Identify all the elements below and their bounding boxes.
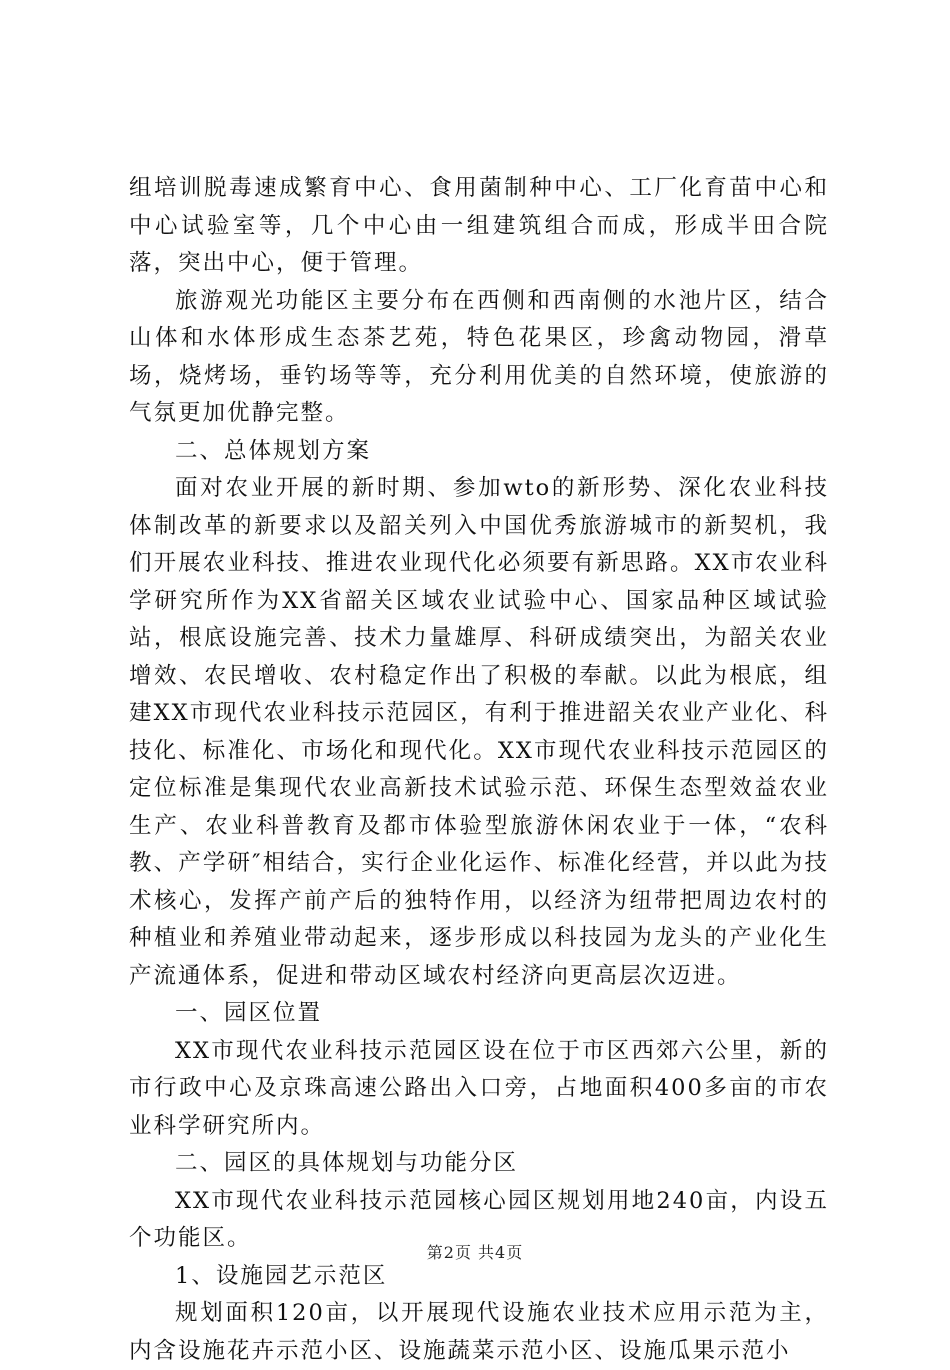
paragraph-tourism-zone: 旅游观光功能区主要分布在西侧和西南侧的水池片区，结合山体和水体形成生态茶艺苑，特色花果区，珍禽动物园，滑草场，烧烤场，垂钓场等等，充分利用优美的自然环境，使旅游的气氛更加优静完整。 [129,287,829,426]
section-heading-park-location: 一、园区位置 [175,1000,323,1026]
page-footer: 第2页 共4页 [426,1243,524,1262]
section-heading-horticulture-zone: 1、设施园艺示范区 [175,1262,388,1289]
document-body [129,170,829,1370]
paragraph-park-planning: XX市现代农业科技示范园核心园区规划用地240亩，内设五个功能区。 [129,1187,829,1251]
paragraph-horticulture-zone: 规划面积120亩，以开展现代设施农业技术应用示范为主，内含设施花卉示范小区、设施蔬菜示范小区、设施瓜果示范小 [129,1300,829,1364]
section-heading-overall-plan: 二、总体规划方案 [175,437,372,464]
paragraph-continuation: 组培训脱毒速成繁育中心、食用菌制种中心、工厂化育苗中心和中心试验室等，几个中心由一组建筑组合而成，形成半田合院落，突出中心，便于管理。 [129,175,829,276]
section-heading-park-planning: 二、园区的具体规划与功能分区 [175,1150,519,1176]
paragraph-overall-plan: 面对农业开展的新时期、参加wto的新形势、深化农业科技体制改革的新要求以及韶关列入中国优秀旅游城市的新契机，我们开展农业科技、推进农业现代化必须要有新思路。XX市农业科学研究所作为XX省韶关区域农业试验中心、国家品种区域试验站，根底设施完善、技术力量雄厚、科研成绩突出，为韶关农业增效、农民增收、农村稳定作出了积极的奉献。以此为根底，组建XX市现代农业科技示范园区，有利于推进韶关农业产业化、科技化、标准化、市场化和现代化。XX市现代农业科技示范园区的定位标准是集现代农业高新技术试验示范、环保生态型效益农业生产、农业科普教育及都市体验型旅游休闲农业于一体，“农科教、产学研″相结合，实行企业化运作、标准化经营，并以此为技术核心，发挥产前产后的独特作用，以经济为纽带把周边农村的种植业和养殖业带动起来，逐步形成以科技园为龙头的产业化生产流通体系，促进和带动区域农村经济向更高层次迈进。 [129,475,829,989]
paragraph-park-location: XX市现代农业科技示范园区设在位于市区西郊六公里，新的市行政中心及京珠高速公路出入口旁，占地面积400多亩的市农业科学研究所内。 [129,1037,829,1139]
